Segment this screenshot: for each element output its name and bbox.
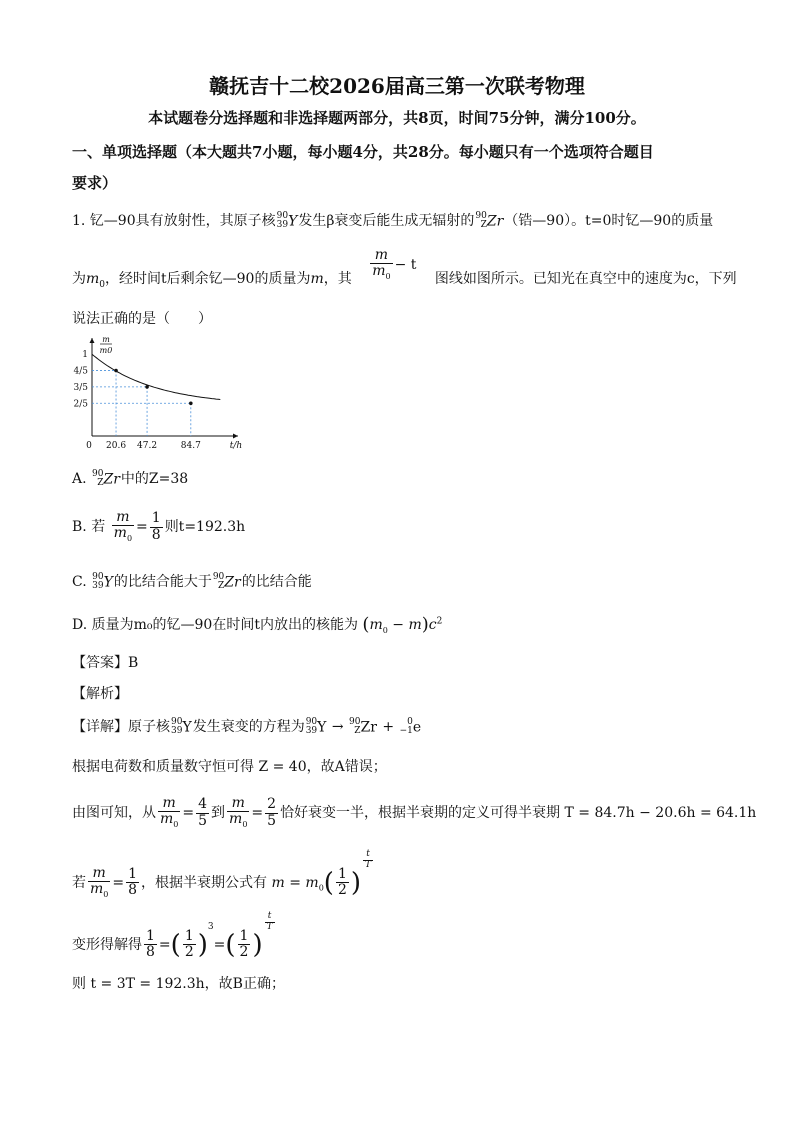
mass-number: 90 xyxy=(276,210,289,221)
element-symbol: Y xyxy=(182,719,192,735)
detail-text: 若 xyxy=(72,874,86,891)
symbol-m0: m xyxy=(305,874,319,891)
option-c-label: C. xyxy=(72,574,87,590)
option-c-text: 的比结合能大于 xyxy=(113,574,212,590)
numerator: 2 xyxy=(267,796,277,813)
numerator: 4 xyxy=(198,796,208,813)
q1-text-f: ，其 xyxy=(323,271,352,287)
nuclide-zr90 xyxy=(349,718,377,737)
decay-chart xyxy=(70,334,243,454)
decay-curve xyxy=(92,354,220,399)
charge-number: −1 xyxy=(399,726,413,736)
symbol-m: m xyxy=(310,271,324,287)
detail-text-a: 【详解】原子核 xyxy=(72,719,170,735)
symbol-m0: m xyxy=(369,617,383,633)
nuclide-y90 xyxy=(92,573,113,592)
denominator: m xyxy=(372,263,386,280)
x-axis-arrow xyxy=(233,434,238,439)
data-point xyxy=(145,385,149,389)
section-heading-line1: 一、单项选择题（本大题共7小题，每小题4分，共28分。每小题只有一个选项符合题目 xyxy=(72,143,654,161)
y-tick-label: 2/5 xyxy=(73,399,88,410)
electron xyxy=(400,718,422,737)
detail-text: 由图可知，从 xyxy=(72,805,156,821)
atomic-number: Z xyxy=(480,220,487,230)
data-point xyxy=(189,401,193,405)
one-half-fraction: $\frac{1}{2}$ xyxy=(239,928,249,961)
fraction xyxy=(196,797,209,829)
nuclide-zr90 xyxy=(213,573,241,592)
subscript: 0 xyxy=(173,820,179,830)
denominator: 5 xyxy=(198,812,208,829)
option-b-label: B. 若 xyxy=(72,519,106,535)
numerator: 1 xyxy=(128,866,138,882)
y-tick-label: 3/5 xyxy=(73,382,88,393)
numerator: m xyxy=(162,795,176,811)
section-heading-line2: 要求） xyxy=(72,174,118,192)
detail-text: 变形得解得 xyxy=(72,936,142,953)
element-symbol: Y xyxy=(103,574,113,590)
page-title: 赣抚吉十二校2026届高三第一次联考物理 xyxy=(209,74,585,98)
ratio-fraction xyxy=(370,248,392,282)
x-tick-label: 0 xyxy=(86,441,92,451)
detail-line4: 若 $\frac{m}{m_0}$ = $\frac{1}{8}$ ，根据半衰期公式有 $m = m_0$( $\frac{1}{2}$ ) $^{\frac{t}{T}}$ xyxy=(72,849,372,900)
subscript: 0 xyxy=(99,279,106,290)
analysis-label: 【解析】 xyxy=(72,686,128,702)
mass-number: 90 xyxy=(171,716,183,727)
atomic-number: 39 xyxy=(276,220,289,230)
y-axis-label-den: m0 xyxy=(99,346,113,355)
exponent-t-over-T: t T xyxy=(365,849,372,870)
detail-line2: 根据电荷数和质量数守恒可得 Z = 40，故A错误； xyxy=(72,759,387,775)
y-axis-arrow xyxy=(90,338,95,343)
mass-number: 90 xyxy=(475,210,487,221)
subscript: 0 xyxy=(242,820,248,830)
nuclide-y90 xyxy=(277,212,298,231)
atomic-number: Z xyxy=(97,478,104,488)
nuclide-zr90 xyxy=(92,470,120,489)
y-axis-label-num: m xyxy=(102,335,110,344)
element-symbol: Zr xyxy=(103,471,120,487)
fraction xyxy=(265,797,278,829)
mass-number: 90 xyxy=(92,571,104,582)
detail-line3: 由图可知，从 $\frac{m}{m_0}$ = $\frac{4}{5}$ 到 $\frac{m}{m_0}$ = $\frac{2}{5}$ 恰好衰变一半，根据半衰期的定义可得半衰期 T = 84.7h − 20.6h = 64.1h xyxy=(72,795,757,830)
ratio-fraction xyxy=(227,796,249,830)
option-b: B. 若 $\frac{m}{m_0}$ = $\frac{1}{8}$ 则t=192.3h xyxy=(72,509,246,544)
option-d: D. 质量为m₀的钇—90在时间t内放出的核能为 $(m_0 - m)c^2$ xyxy=(72,614,443,635)
option-a-text: 中的Z=38 xyxy=(120,471,189,487)
x-tick-label: 47.2 xyxy=(137,441,158,451)
atomic-number: 39 xyxy=(171,726,183,736)
q1-line2 xyxy=(72,247,737,296)
option-a-label: A. xyxy=(72,471,87,487)
exponent-t-over-T: t T xyxy=(266,911,273,932)
denominator: m xyxy=(229,811,243,828)
option-a xyxy=(72,468,188,488)
exponent: 2 xyxy=(436,616,443,627)
ratio-fraction xyxy=(88,866,110,900)
nuclide-zr90 xyxy=(475,212,503,231)
detail-text-b: 发生衰变的方程为 xyxy=(192,719,305,735)
y-tick-label: 4/5 xyxy=(73,366,88,377)
numerator: m xyxy=(116,509,130,525)
subscript: 0 xyxy=(103,890,109,900)
detail-line5: 变形得解得 $\frac{1}{8}$ =( $\frac{1}{2}$ )$^3$=( $\frac{1}{2}$ ) $^{\frac{t}{T}}$ xyxy=(72,911,273,961)
q1-text-c: （锆—90）。t=0时钇—90的质量 xyxy=(504,213,714,229)
x-tick-label: 84.7 xyxy=(180,441,201,451)
element-symbol: Zr xyxy=(360,719,377,735)
subscript: 0 xyxy=(318,883,324,893)
detail-line6: 则 t = 3T = 192.3h，故B正确； xyxy=(72,976,285,992)
exponent: 3 xyxy=(207,921,214,932)
ratio-fraction xyxy=(112,510,134,544)
nuclide-y90 xyxy=(171,718,192,737)
denominator: 8 xyxy=(128,882,138,899)
detail-text: 到 xyxy=(211,805,226,821)
one-eighth-fraction xyxy=(150,511,163,543)
element-symbol: Y xyxy=(317,719,327,735)
q1-text-b: 发生β衰变后能生成无辐射的 xyxy=(298,213,475,229)
numerator: m xyxy=(374,247,389,263)
one-eighth-fraction xyxy=(144,929,157,961)
atomic-number: Z xyxy=(218,581,225,591)
detail-line1: 【详解】原子核 90 39 Y发生衰变的方程为 90 39 Y → 90 Z Zr + 0 −1 e xyxy=(72,716,422,736)
nuclide-y90 xyxy=(306,718,327,737)
numerator: 1 xyxy=(146,928,155,944)
option-b-text: 则t=192.3h xyxy=(164,519,246,535)
symbol-m: m xyxy=(271,874,285,891)
one-eighth-fraction xyxy=(126,867,139,899)
element-symbol: e xyxy=(412,719,422,735)
mass-number: 90 xyxy=(212,571,225,582)
denominator: m xyxy=(160,811,174,828)
mass-number: 90 xyxy=(349,716,361,727)
atomic-number: 39 xyxy=(305,726,318,736)
denominator: 8 xyxy=(151,526,161,543)
data-point xyxy=(114,369,118,373)
option-d-text: D. 质量为m₀的钇—90在时间t内放出的核能为 xyxy=(72,617,358,633)
denominator: 5 xyxy=(267,812,277,829)
element-symbol: Y xyxy=(288,213,298,229)
symbol-m0: m xyxy=(86,271,100,287)
element-symbol: Zr xyxy=(486,213,504,229)
x-axis-label: t/h xyxy=(229,441,243,451)
numerator: 1 xyxy=(151,510,161,527)
answer-label: 【答案】B xyxy=(72,655,139,671)
ratio-fraction xyxy=(158,796,180,830)
detail-text: ，根据半衰期公式有 xyxy=(141,874,268,891)
one-half-fraction: $\frac{1}{2}$ xyxy=(184,928,194,961)
numerator: m xyxy=(92,864,106,881)
denominator: m xyxy=(90,881,104,898)
q1-text-g: 图线如图所示。已知光在真空中的速度为c，下列 xyxy=(434,271,737,287)
minus-t: − t xyxy=(394,257,417,273)
option-c-text-end: 的比结合能 xyxy=(241,574,312,590)
mass-number: 90 xyxy=(92,468,104,479)
element-symbol: Zr xyxy=(224,574,241,590)
q1-line3: 说法正确的是（ ） xyxy=(72,311,212,327)
mass-number: 90 xyxy=(305,716,318,727)
y-tick-label: 1 xyxy=(82,350,88,361)
subscript: 0 xyxy=(126,534,133,544)
subscript: 0 xyxy=(385,272,391,282)
subscript: 0 xyxy=(382,625,388,635)
q1-line1 xyxy=(72,210,713,230)
option-c xyxy=(72,571,312,591)
atomic-number: 39 xyxy=(92,581,104,591)
q1-text-e: ，经时间t后剩余钇—90的质量为 xyxy=(105,271,311,287)
q1-text-d: 为 xyxy=(72,271,86,287)
numerator: m xyxy=(231,795,245,811)
detail-text: 恰好衰变一半，根据半衰期的定义可得半衰期 T = 84.7h − 20.6h = 64.1h xyxy=(280,805,757,821)
atomic-number: Z xyxy=(354,726,361,736)
one-half-fraction: $\frac{1}{2}$ xyxy=(337,866,347,899)
x-tick-label: 20.6 xyxy=(106,441,127,451)
symbol-m: m xyxy=(408,617,422,633)
exam-instructions: 本试题卷分选择题和非选择题两部分，共8页，时间75分钟，满分100分。 xyxy=(148,109,646,127)
denominator: 8 xyxy=(146,944,155,961)
q1-text-a: 1. 钇—90具有放射性，其原子核 xyxy=(72,213,276,229)
denominator: m xyxy=(113,525,127,542)
mass-number: 0 xyxy=(407,716,413,727)
